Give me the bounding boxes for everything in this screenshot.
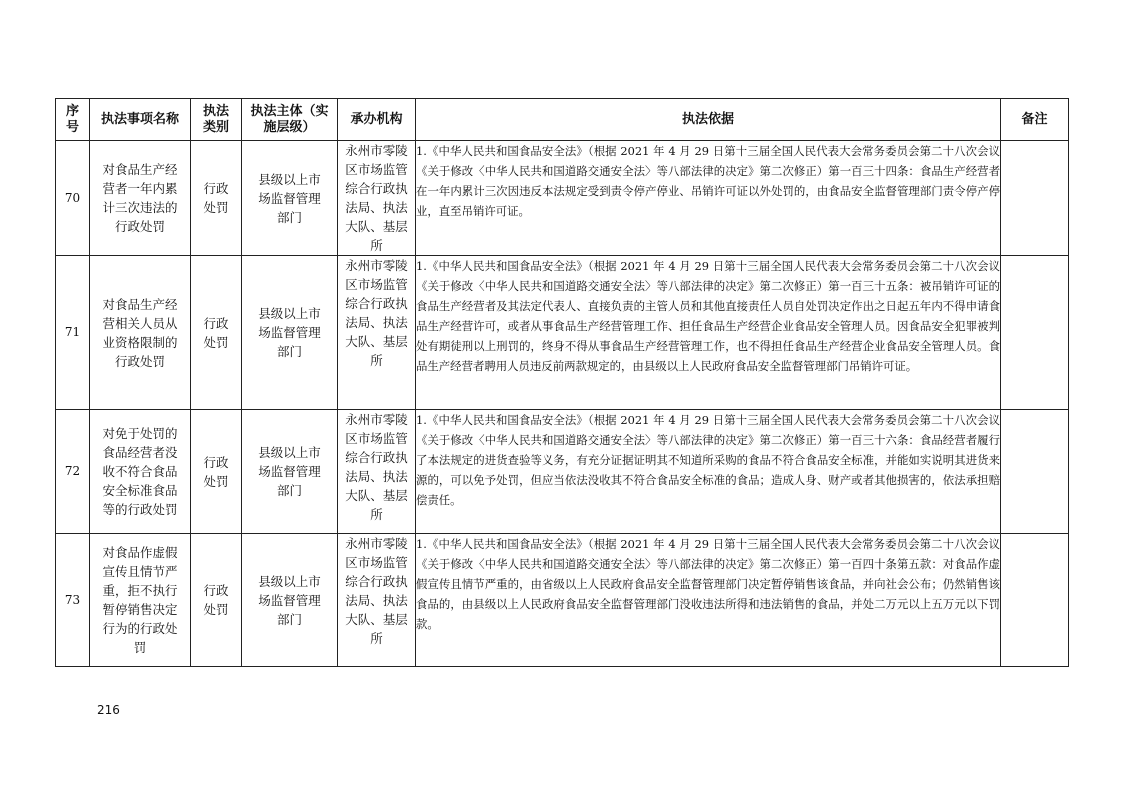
- item-category: 行政处罚: [191, 256, 242, 410]
- item-agency: 永州市零陵区市场监管综合行政执法局、执法大队、基层所: [338, 141, 416, 256]
- table-header-row: [56, 99, 1069, 141]
- enforcement-table: [55, 98, 1069, 667]
- item-agency: 永州市零陵区市场监管综合行政执法局、执法大队、基层所: [338, 410, 416, 534]
- item-basis: 1.《中华人民共和国食品安全法》（根据 2021 年 4 月 29 日第十三届全国人民代表大会常务委员会第二十八次会议《关于修改〈中华人民共和国道路交通安全法〉等八部法律的决定》第二次修正）第一百三十四条：食品生产经营者在一年内累计三次因违反本法规定受到责令停产停业、吊销许可证以外处罚的，由食品安全监督管理部门责令停产停业，直至吊销许可证。: [416, 141, 1001, 256]
- item-subject: 县级以上市场监督管理部门: [242, 410, 338, 534]
- table-row: [56, 410, 1069, 534]
- item-remark: [1001, 256, 1069, 410]
- item-subject: 县级以上市场监督管理部门: [242, 256, 338, 410]
- item-agency: 永州市零陵区市场监管综合行政执法局、执法大队、基层所: [338, 534, 416, 667]
- item-name: 对食品生产经营相关人员从业资格限制的行政处罚: [90, 256, 191, 410]
- item-basis: 1.《中华人民共和国食品安全法》（根据 2021 年 4 月 29 日第十三届全国人民代表大会常务委员会第二十八次会议《关于修改〈中华人民共和国道路交通安全法〉等八部法律的决定》第二次修正）第一百三十六条：食品经营者履行了本法规定的进货查验等义务，有充分证据证明其不知道所采购的食品不符合食品安全标准，并能如实说明其进货来源的，可以免予处罚，但应当依法没收其不符合食品安全标准的食品；造成人身、财产或者其他损害的，依法承担赔偿责任。: [416, 410, 1001, 534]
- item-basis: 1.《中华人民共和国食品安全法》（根据 2021 年 4 月 29 日第十三届全国人民代表大会常务委员会第二十八次会议《关于修改〈中华人民共和国道路交通安全法〉等八部法律的决定》第二次修正）第一百四十条第五款：对食品作虚假宣传且情节严重的，由省级以上人民政府食品安全监督管理部门决定暂停销售该食品，并向社会公布；仍然销售该食品的，由县级以上人民政府食品安全监督管理部门没收违法所得和违法销售的食品，并处二万元以上五万元以下罚款。: [416, 534, 1001, 667]
- header-basis: 执法依据: [416, 99, 1001, 141]
- header-agency: 承办机构: [338, 99, 416, 141]
- header-name: 执法事项名称: [90, 99, 191, 141]
- item-name: 对食品作虚假宣传且情节严重，拒不执行暂停销售决定行为的行政处罚: [90, 534, 191, 667]
- item-category: 行政处罚: [191, 141, 242, 256]
- item-subject: 县级以上市场监督管理部门: [242, 141, 338, 256]
- header-remark: 备注: [1001, 99, 1069, 141]
- item-category: 行政处罚: [191, 410, 242, 534]
- row-number: 70: [56, 141, 90, 256]
- header-subject: 执法主体（实施层级）: [242, 99, 338, 141]
- item-remark: [1001, 410, 1069, 534]
- table-row: [56, 534, 1069, 667]
- row-number: 73: [56, 534, 90, 667]
- item-remark: [1001, 534, 1069, 667]
- table-row: [56, 141, 1069, 256]
- item-subject: 县级以上市场监督管理部门: [242, 534, 338, 667]
- header-category: 执法类别: [191, 99, 242, 141]
- table-row: [56, 256, 1069, 410]
- page-number: 216: [97, 703, 120, 717]
- item-agency: 永州市零陵区市场监管综合行政执法局、执法大队、基层所: [338, 256, 416, 410]
- item-remark: [1001, 141, 1069, 256]
- row-number: 71: [56, 256, 90, 410]
- item-category: 行政处罚: [191, 534, 242, 667]
- item-basis: 1.《中华人民共和国食品安全法》（根据 2021 年 4 月 29 日第十三届全国人民代表大会常务委员会第二十八次会议《关于修改〈中华人民共和国道路交通安全法〉等八部法律的决定》第二次修正）第一百三十五条：被吊销许可证的食品生产经营者及其法定代表人、直接负责的主管人员和其他直接责任人员自处罚决定作出之日起五年内不得申请食品生产经营许可，或者从事食品生产经营管理工作、担任食品生产经营企业食品安全管理人员。因食品安全犯罪被判处有期徒刑以上刑罚的，终身不得从事食品生产经营管理工作，也不得担任食品生产经营企业食品安全管理人员。食品生产经营者聘用人员违反前两款规定的，由县级以上人民政府食品安全监督管理部门吊销许可证。: [416, 256, 1001, 410]
- header-seq: 序号: [56, 99, 90, 141]
- item-name: 对食品生产经营者一年内累计三次违法的行政处罚: [90, 141, 191, 256]
- item-name: 对免于处罚的食品经营者没收不符合食品安全标准食品等的行政处罚: [90, 410, 191, 534]
- row-number: 72: [56, 410, 90, 534]
